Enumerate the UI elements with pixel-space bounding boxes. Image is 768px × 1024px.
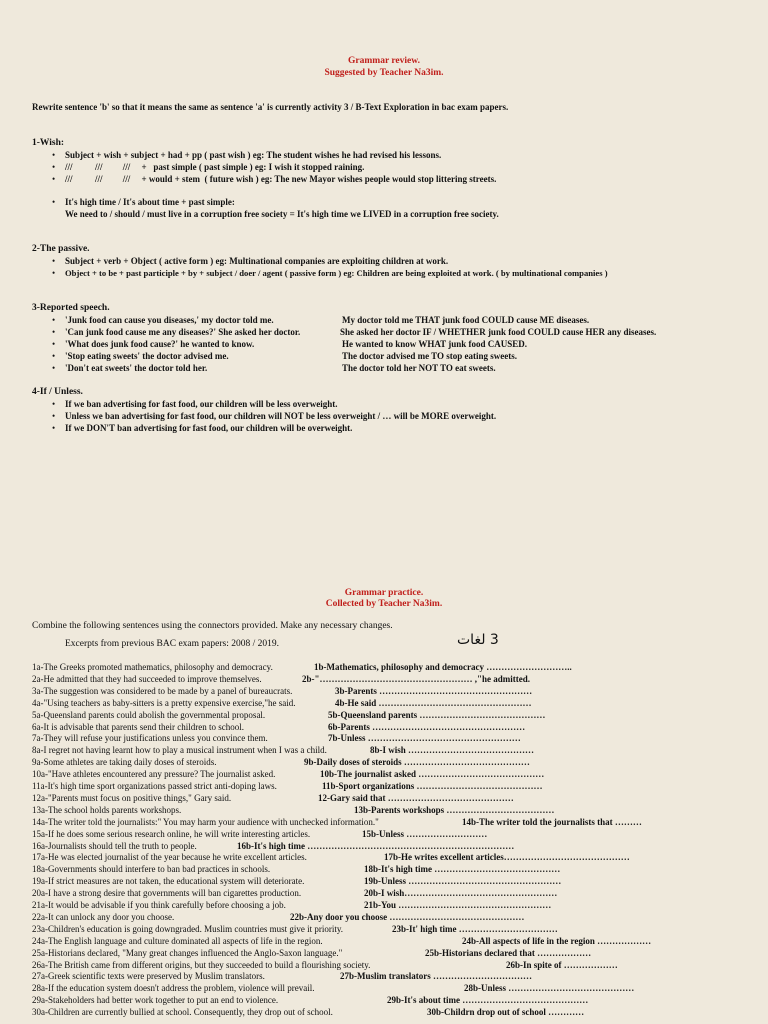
exercise-sentence-b: 17b-He writes excellent articles…………………………………… — [384, 852, 630, 863]
exercise-sentence-a: 20a-I have a strong desire that governments will ban cigarettes production. — [32, 888, 302, 899]
practice-title: Grammar practice. — [344, 588, 424, 598]
reported-indirect-4: The doctor advised me TO stop eating sweets. — [342, 351, 518, 361]
exercise-sentence-b: 7b-Unless …………………………………………… — [328, 733, 521, 744]
exercise-sentence-a: 12a-"Parents must focus on positive things," Gary said. — [32, 792, 232, 803]
exercise-sentence-a: 10a-"Have athletes encountered any pressure? The journalist asked. — [32, 769, 276, 780]
practice-instructions: Combine the following sentences using the connectors provided. Make any necessary changes. — [32, 621, 393, 631]
exercise-sentence-a: 14a-The writer told the journalists:" You may harm your audience with unchecked information." — [32, 816, 379, 827]
review-intro: Rewrite sentence 'b' so that it means the same as sentence 'a' is currently activity 3 / B-Text Exploration in bac exam papers. — [32, 102, 509, 112]
high-time-bullet: • — [52, 197, 56, 207]
reported-bullet-5: • — [52, 363, 56, 373]
exercise-sentence-b: 24b-All aspects of life in the region ……………… — [462, 935, 652, 946]
passive-heading: 2-The passive. — [32, 244, 90, 254]
reported-indirect-2: She asked her doctor IF / WHETHER junk food COULD cause HER any diseases. — [340, 327, 657, 337]
practice-excerpts: Excerpts from previous BAC exam papers: 2008 / 2019. — [65, 639, 279, 649]
wish-heading: 1-Wish: — [32, 138, 65, 148]
ifunless-bullet-2: • — [52, 411, 56, 421]
ifunless-heading: 4-If / Unless. — [32, 387, 83, 397]
exercise-sentence-b: 2b-"…………………………………………… ,"he admitted. — [302, 673, 530, 684]
reported-heading: 3-Reported speech. — [32, 303, 110, 313]
passive-item-2: Object + to be + past participle + by + subject / doer / agent ( passive form ) eg: Children are being exploited at work. ( by multinational companies ) — [65, 268, 608, 278]
exercise-sentence-b: 30b-Childrn drop out of school ………… — [427, 1007, 585, 1018]
wish-bullet-3: • — [52, 174, 56, 184]
exercise-sentence-b: 14b-The writer told the journalists that ……… — [462, 816, 642, 827]
wish-bullet-2: • — [52, 162, 56, 172]
exercise-sentence-a: 22a-It can unlock any door you choose. — [32, 911, 175, 922]
exercise-sentence-a: 21a-It would be advisable if you think carefully before choosing a job. — [32, 900, 286, 910]
practice-subtitle: Collected by Teacher Na3im. — [325, 599, 443, 609]
exercise-sentence-a: 28a-If the education system doesn't address the problem, violence will prevail. — [32, 983, 315, 994]
exercise-sentence-b: 20b-I wish…………………………………………… — [364, 888, 558, 899]
wish-item-3: /// /// /// + would + stem ( future wish ) eg: The new Mayor wishes people would stop littering streets. — [65, 174, 497, 184]
passive-bullet-1: • — [52, 256, 56, 266]
exercise-sentence-b: 5b-Queensland parents …………………………………… — [328, 709, 546, 720]
passive-item-1: Subject + verb + Object ( active form ) eg: Multinational companies are exploiting children at work. — [65, 256, 449, 266]
exercise-sentence-a: 13a-The school holds parents workshops. — [32, 804, 182, 815]
exercise-sentence-b: 3b-Parents …………………………………………… — [335, 685, 533, 696]
exercise-sentence-b: 27b-Muslim translators …………………………… — [340, 971, 532, 982]
exercise-sentence-a: 8a-I regret not having learnt how to play a musical instrument when I was a child. — [32, 745, 327, 756]
wish-item-1: Subject + wish + subject + had + pp ( past wish ) eg: The student wishes he had revised his lessons. — [65, 150, 442, 160]
arabic-note: 3 لغات — [457, 632, 499, 648]
reported-indirect-1: My doctor told me THAT junk food COULD cause ME diseases. — [342, 315, 590, 325]
exercise-sentence-a: 17a-He was elected journalist of the year because he write excellent articles. — [32, 852, 307, 863]
exercise-sentence-a: 7a-They will refuse your justifications unless you convince them. — [32, 733, 268, 744]
reported-bullet-1: • — [52, 315, 56, 325]
exercise-sentence-a: 25a-Historians declared, "Many great changes influenced the Anglo-Saxon language." — [32, 947, 343, 958]
high-time-item: It's high time / It's about time + past simple: — [65, 197, 235, 207]
exercise-sentence-a: 30a-Children are currently bullied at school. Consequently, they drop out of school. — [32, 1007, 333, 1018]
exercise-sentence-a: 24a-The English language and culture dominated all aspects of life in the region. — [32, 935, 323, 946]
reported-direct-1: 'Junk food can cause you diseases,' my doctor told me. — [65, 315, 274, 325]
exercise-sentence-a: 23a-Children's education is going downgraded. Muslim countries must give it priority. — [32, 923, 343, 934]
ifunless-item-3: If we DON'T ban advertising for fast food, our children will be overweight. — [65, 423, 353, 433]
passive-bullet-2: • — [52, 268, 56, 278]
exercise-sentence-a: 1a-The Greeks promoted mathematics, philosophy and democracy. — [32, 662, 273, 672]
exercise-sentence-b: 16b-It's high time …………………………………………………………… — [237, 840, 515, 851]
exercise-sentence-b: 23b-It' high time …………………………… — [392, 923, 558, 934]
exercise-sentence-a: 18a-Governments should interfere to ban bad practices in schools. — [32, 864, 271, 875]
wish-item-2: /// /// /// + past simple ( past simple ) eg: I wish it stopped raining. — [65, 162, 365, 172]
exercise-sentence-a: 19a-If strict measures are not taken, the educational system will deteriorate. — [32, 876, 305, 887]
exercise-sentence-b: 6b-Parents …………………………………………… — [328, 721, 526, 732]
ifunless-bullet-1: • — [52, 399, 56, 409]
ifunless-item-2: Unless we ban advertising for fast food, our children will NOT be less overweight / … will be MORE overweight. — [65, 411, 497, 421]
review-title: Grammar review. — [348, 56, 420, 66]
reported-bullet-3: • — [52, 339, 56, 349]
exercise-sentence-b: 22b-Any door you choose ……………………………………… — [290, 911, 525, 922]
reported-bullet-2: • — [52, 327, 56, 337]
reported-direct-2: 'Can junk food cause me any diseases?' She asked her doctor. — [65, 327, 301, 337]
exercise-sentence-a: 11a-It's high time sport organizations passed strict anti-doping laws. — [32, 781, 277, 791]
ifunless-item-1: If we ban advertising for fast food, our children will be less overweight. — [65, 399, 338, 409]
exercise-sentence-b: 1b-Mathematics, philosophy and democracy ……………………….. — [314, 662, 572, 672]
exercise-sentence-a: 27a-Greek scientific texts were preserved by Muslim translators. — [32, 971, 265, 982]
exercise-sentence-a: 29a-Stakeholders had better work together to put an end to violence. — [32, 995, 279, 1006]
exercise-sentence-b: 18b-It's high time …………………………………… — [364, 864, 561, 875]
exercise-sentence-b: 11b-Sport organizations …………………………………… — [322, 781, 543, 791]
exercise-sentence-b: 25b-Historians declared that ……………… — [425, 947, 592, 958]
exercise-sentence-b: 10b-The journalist asked …………………………………… — [320, 769, 545, 780]
high-time-example: We need to / should / must live in a corruption free society = It's high time we LIVED in a corruption free society. — [65, 209, 499, 219]
exercise-sentence-b: 29b-It's about time …………………………………… — [387, 995, 589, 1006]
wish-bullet-1: • — [52, 150, 56, 160]
reported-direct-3: 'What does junk food cause?' he wanted to know. — [65, 339, 255, 349]
review-subtitle: Suggested by Teacher Na3im. — [324, 68, 444, 78]
exercise-sentence-b: 19b-Unless …………………………………………… — [364, 876, 562, 887]
ifunless-bullet-3: • — [52, 423, 56, 433]
reported-bullet-4: • — [52, 351, 56, 361]
exercise-sentence-a: 6a-It is advisable that parents send their children to school. — [32, 721, 244, 732]
exercise-sentence-b: 13b-Parents workshops ……………………………… — [354, 804, 555, 815]
exercise-sentence-b: 26b-In spite of ……………… — [506, 959, 618, 970]
exercise-sentence-a: 4a-"Using teachers as baby-sitters is a pretty expensive exercise,"he said. — [32, 697, 296, 708]
exercise-sentence-b: 21b-You …………………………………………… — [364, 900, 552, 910]
exercise-sentence-a: 9a-Some athletes are taking daily doses of steroids. — [32, 757, 217, 768]
reported-indirect-3: He wanted to know WHAT junk food CAUSED. — [342, 339, 528, 349]
exercise-sentence-a: 3a-The suggestion was considered to be made by a panel of bureaucrats. — [32, 685, 293, 696]
exercise-sentence-a: 16a-Journalists should tell the truth to people. — [32, 840, 197, 851]
exercise-sentence-a: 5a-Queensland parents could abolish the governmental proposal. — [32, 709, 266, 720]
exercise-sentence-a: 15a-If he does some serious research online, he will write interesting articles. — [32, 828, 311, 839]
exercise-sentence-b: 15b-Unless ……………………… — [362, 828, 488, 839]
exercise-sentence-b: 28b-Unless …………………………………… — [464, 983, 635, 994]
exercise-sentence-b: 4b-He said …………………………………………… — [335, 697, 532, 708]
reported-indirect-5: The doctor told her NOT TO eat sweets. — [342, 363, 496, 373]
reported-direct-4: 'Stop eating sweets' the doctor advised me. — [65, 351, 229, 361]
exercise-sentence-a: 26a-The British came from different origins, but they succeeded to build a flourishing society. — [32, 959, 371, 970]
exercise-sentence-b: 12-Gary said that …………………………………… — [318, 792, 514, 803]
exercise-sentence-a: 2a-He admitted that they had succeeded to improve themselves. — [32, 673, 262, 684]
exercise-sentence-b: 9b-Daily doses of steroids …………………………………… — [304, 757, 530, 768]
exercise-sentence-b: 8b-I wish …………………………………… — [370, 745, 535, 756]
reported-direct-5: 'Don't eat sweets' the doctor told her. — [65, 363, 208, 373]
